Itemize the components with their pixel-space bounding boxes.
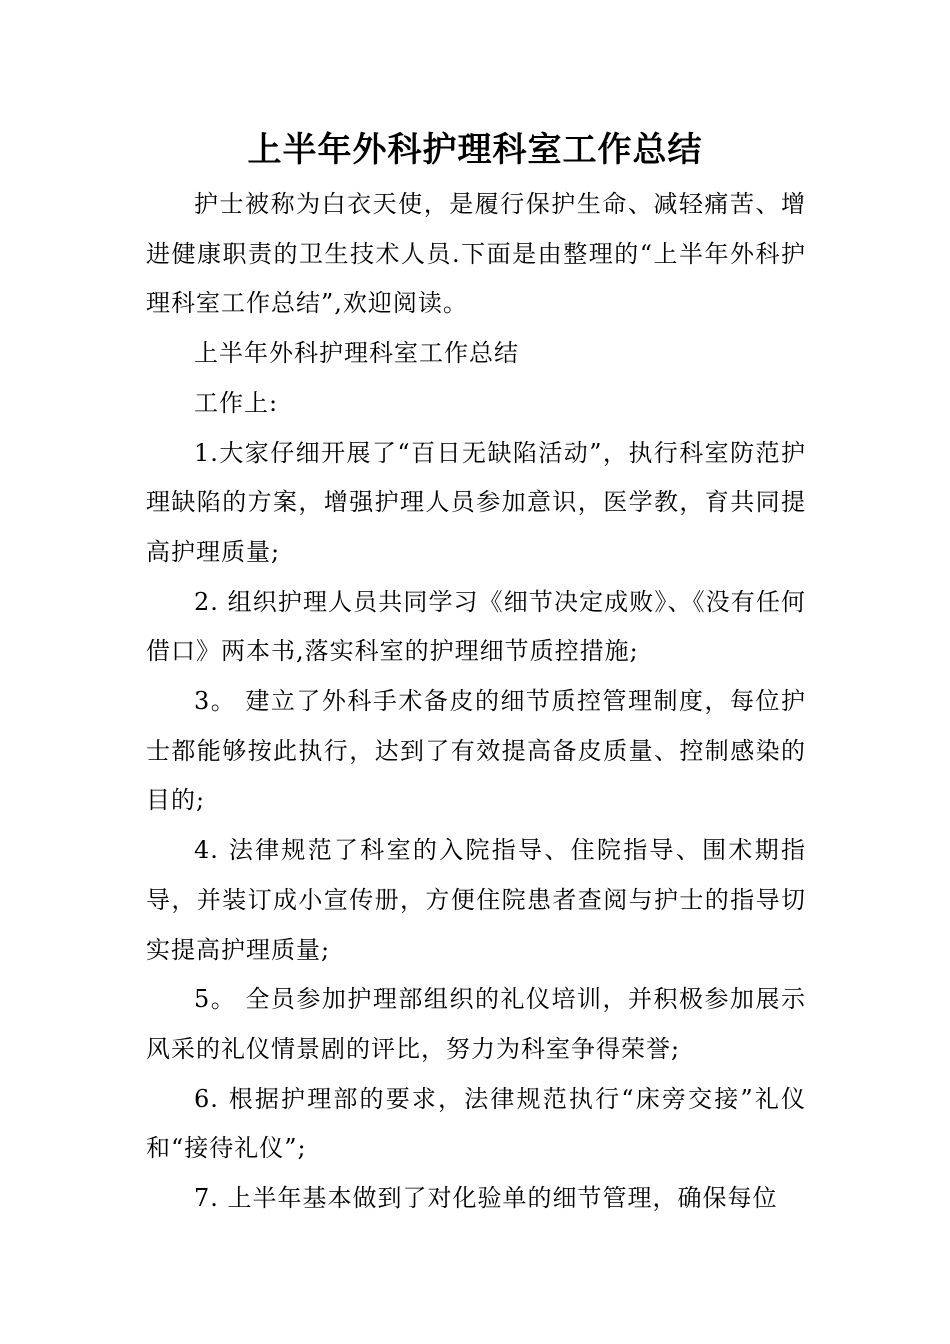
document-title: 上半年外科护理科室工作总结 xyxy=(247,130,703,170)
paragraph-item-3: 3。 建立了外科手术备皮的细节质控管理制度，每位护士都能够按此执行，达到了有效提高备皮质量、控制感染的目的; xyxy=(146,687,806,815)
paragraph-subtitle: 上半年外科护理科室工作总结 xyxy=(194,339,519,368)
paragraph-work-heading: 工作上: xyxy=(194,388,279,417)
paragraph-item-6: 6. 根据护理部的要求，法律规范执行“床旁交接”礼仪和“接待礼仪”; xyxy=(146,1084,806,1163)
paragraph-intro: 护士被称为白衣天使，是履行保护生命、减轻痛苦、增进健康职责的卫生技术人员.下面是由整理的“上半年外科护理科室工作总结”,欢迎阅读。 xyxy=(146,190,806,318)
paragraph-item-5: 5。 全员参加护理部组织的礼仪培训，并积极参加展示风采的礼仪情景剧的评比，努力为科室争得荣誉; xyxy=(146,985,806,1063)
document-body xyxy=(146,180,806,1224)
paragraph-item-4: 4. 法律规范了科室的入院指导、住院指导、围术期指导，并装订成小宣传册，方便住院患者查阅与护士的指导切实提高护理质量; xyxy=(146,836,806,964)
paragraph-item-7: 7. 上半年基本做到了对化验单的细节管理，确保每位 xyxy=(194,1184,778,1213)
paragraph-item-1: 1.大家仔细开展了“百日无缺陷活动”，执行科室防范护理缺陷的方案，增强护理人员参加意识，医学教，育共同提高护理质量; xyxy=(146,438,806,566)
paragraph-item-2: 2. 组织护理人员共同学习《细节决定成败》、《没有任何借口》两本书,落实科室的护理细节质控措施; xyxy=(146,587,806,666)
